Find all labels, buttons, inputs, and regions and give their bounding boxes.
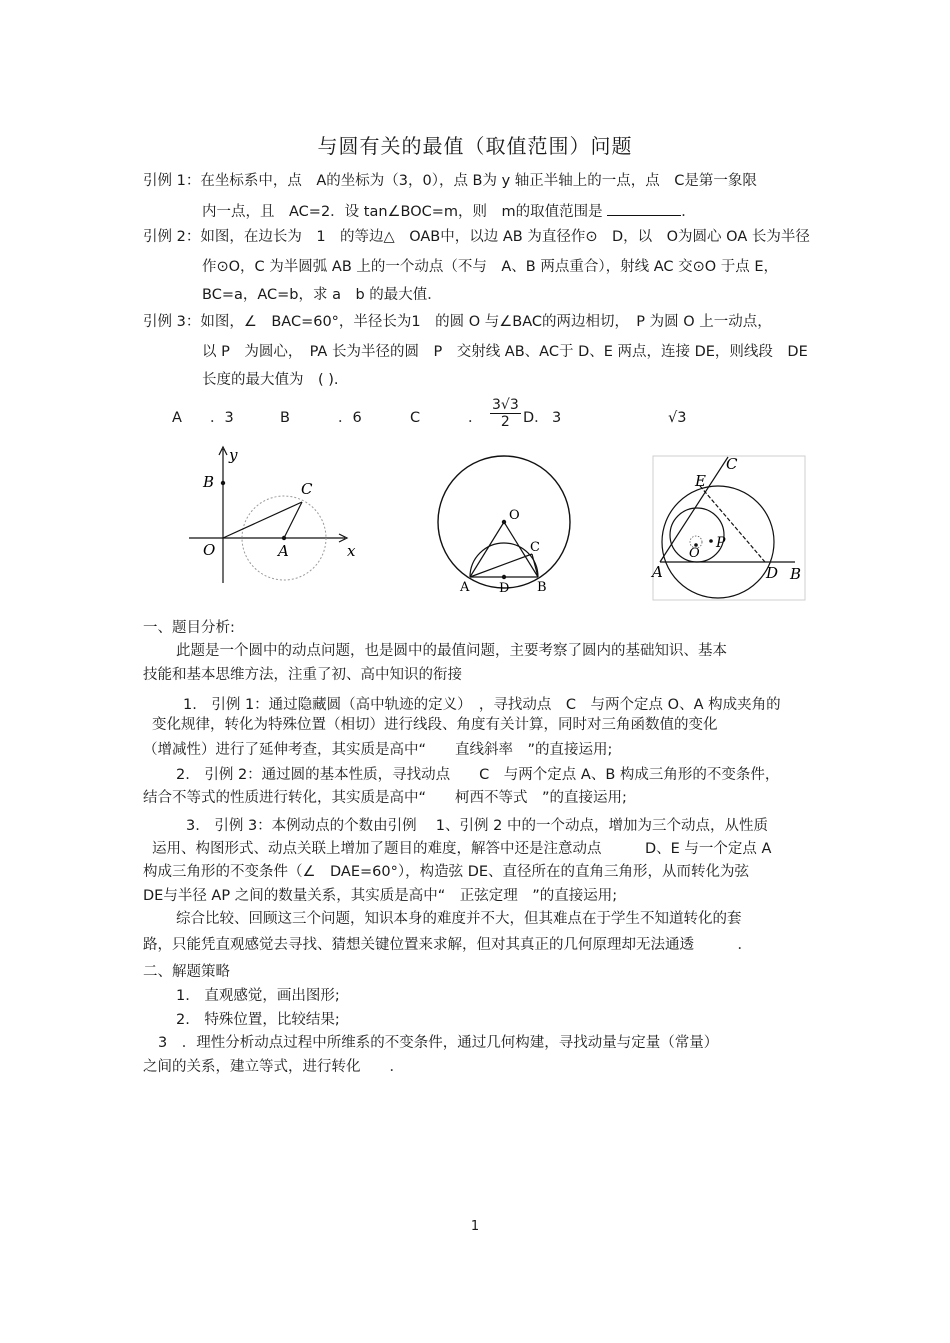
analysis-item-3-line-3: 构成三角形的不变条件（∠ DAE=60°），构造弦 DE、直径所在的直角三角形，从而转化为弦 (143, 864, 750, 880)
analysis-item-1-line-2: 变化规律，转化为特殊位置（相切）进行线段、角度有关计算，同时对三角函数值的变化 (152, 717, 718, 733)
example-2-line-3: BC=a，AC=b，求 a b 的最大值． (202, 287, 442, 303)
label-x: x (347, 542, 356, 560)
segment-ac (470, 554, 532, 577)
label-c: C (726, 455, 738, 473)
analysis-item-3-line-1: 3. 引例 3：本例动点的个数由引例 1、引例 2 中的一个动点，增加为三个动点，从性质 (186, 818, 768, 834)
strategy-item-2: 2. 特殊位置，比较结果; (176, 1012, 340, 1028)
segment-oc (223, 502, 302, 538)
summary-line-1: 综合比较、回顾这三个问题，知识本身的难度并不大，但其难点在于学生不知道转化的套 (176, 911, 742, 927)
label-b: B (537, 580, 547, 595)
label-o: O (689, 546, 700, 561)
choice-a-value: ．3 (210, 410, 234, 426)
label-o: O (203, 541, 216, 559)
figure-2-circle-diagram (435, 452, 580, 597)
summary-line-2: 路，只能凭直观感觉去寻找、猜想关键位置来求解，但对其真正的几何原理却无法通透 ． (143, 937, 752, 953)
fraction (490, 397, 521, 430)
example-1-period: ． (681, 204, 696, 220)
sqrt3-label: √3 (668, 410, 687, 426)
analysis-item-2-line-1: 2. 引例 2：通过圆的基本性质，寻找动点 C 与两个定点 A、B 构成三角形的不变条件， (176, 767, 780, 783)
choice-c-fraction (488, 397, 523, 430)
point-a (282, 536, 286, 540)
label-a: A (652, 563, 663, 581)
label-a: A (278, 542, 289, 560)
choice-d-value: 3 (552, 410, 562, 426)
section-2-heading: 二、解题策略 (143, 964, 230, 980)
choice-c-label: C (410, 410, 421, 426)
label-o: O (509, 508, 520, 523)
label-y: y (229, 446, 238, 464)
example-1-line-2 (202, 201, 696, 221)
analysis-paragraph-line-2: 技能和基本思维方法，注重了初、高中知识的衔接 (143, 667, 462, 683)
page-number: 1 (470, 1219, 480, 1234)
example-1-text: 内一点，且 AC=2．设 tan∠BOC=m，则 m的取值范围是 (202, 204, 603, 220)
label-c: C (301, 480, 313, 498)
label-p: P (716, 535, 726, 551)
example-1-line-1: 引例 1：在坐标系中，点 A的坐标为（3，0），点 B为 y 轴正半轴上的一点，点 C是第一象限 (143, 173, 757, 189)
label-d: D (766, 564, 779, 582)
figure-3-angle-diagram (650, 452, 808, 602)
choice-b-value: ．6 (338, 410, 362, 426)
fraction-numerator: 3√3 (492, 397, 519, 413)
point-d (502, 575, 506, 579)
choice-c-dot: ． (468, 410, 483, 426)
segment-ac (284, 502, 302, 538)
page-title: 与圆有关的最值（取值范围）问题 (317, 134, 633, 158)
point-o (502, 520, 506, 524)
section-1-heading: 一、题目分析: (143, 620, 235, 636)
example-2-line-2: 作⊙O，C 为半圆弧 AB 上的一个动点（不与 A、B 两点重合），射线 AC 交⊙O 于点 E， (202, 259, 779, 275)
analysis-item-1-line-3: （增减性）进行了延伸考查，其实质是高中“ 直线斜率 ”的直接运用; (143, 742, 613, 758)
label-a: A (460, 580, 470, 595)
segment-oa (470, 522, 504, 577)
label-b: B (203, 473, 215, 491)
analysis-paragraph-line-1: 此题是一个圆中的动点问题，也是圆中的最值问题，主要考察了圆内的基础知识、基本 (176, 643, 727, 659)
label-b: B (790, 565, 802, 583)
label-d: D (499, 581, 510, 596)
figure-1-coordinate-diagram (185, 443, 360, 588)
fraction-denominator: 2 (500, 414, 510, 430)
point-p (709, 539, 713, 543)
analysis-item-3-line-4: DE与半径 AP 之间的数量关系，其实质是高中“ 正弦定理 ”的直接运用; (143, 888, 618, 904)
answer-blank (607, 201, 681, 216)
example-3-line-3: 长度的最大值为 ( ). (202, 372, 339, 388)
example-3-line-2: 以 P 为圆心， PA 长为半径的圆 P 交射线 AB、AC于 D、E 两点，连接 DE，则线段 DE (202, 344, 808, 360)
example-3-line-1: 引例 3：如图，∠ BAC=60°，半径长为1 的圆 O 与∠BAC的两边相切， P 为圆 O 上一动点， (143, 314, 772, 330)
analysis-item-2-line-2: 结合不等式的性质进行转化，其实质是高中“ 柯西不等式 ”的直接运用; (143, 790, 627, 806)
label-e: E (695, 472, 706, 490)
analysis-item-3-line-2: 运用、构图形式、动点关联上增加了题目的难度，解答中还是注意动点 D、E 与一个定点 A (152, 841, 772, 857)
strategy-item-3-line-1: 3 ．理性分析动点过程中所维系的不变条件，通过几何构建，寻找动量与定量（常量） (158, 1035, 719, 1051)
example-2-line-1: 引例 2：如图，在边长为 1 的等边△ OAB中，以边 AB 为直径作⊙ D，以 O为圆心 OA 长为半径 (143, 229, 810, 245)
label-c: C (530, 540, 540, 555)
choice-d-label: D． (523, 410, 549, 426)
strategy-item-1: 1. 直观感觉，画出图形; (176, 988, 340, 1004)
strategy-item-3-line-2: 之间的关系，建立等式，进行转化 ． (143, 1059, 404, 1075)
choice-a-label: A (172, 410, 182, 426)
segment-de (700, 486, 765, 562)
choice-b-label: B (280, 410, 290, 426)
point-b (221, 481, 225, 485)
analysis-item-1-line-1: 1. 引例 1：通过隐藏圆（高中轨迹的定义） ，寻找动点 C 与两个定点 O、A 构成夹角的 (183, 697, 781, 713)
segment-bc (532, 554, 538, 577)
